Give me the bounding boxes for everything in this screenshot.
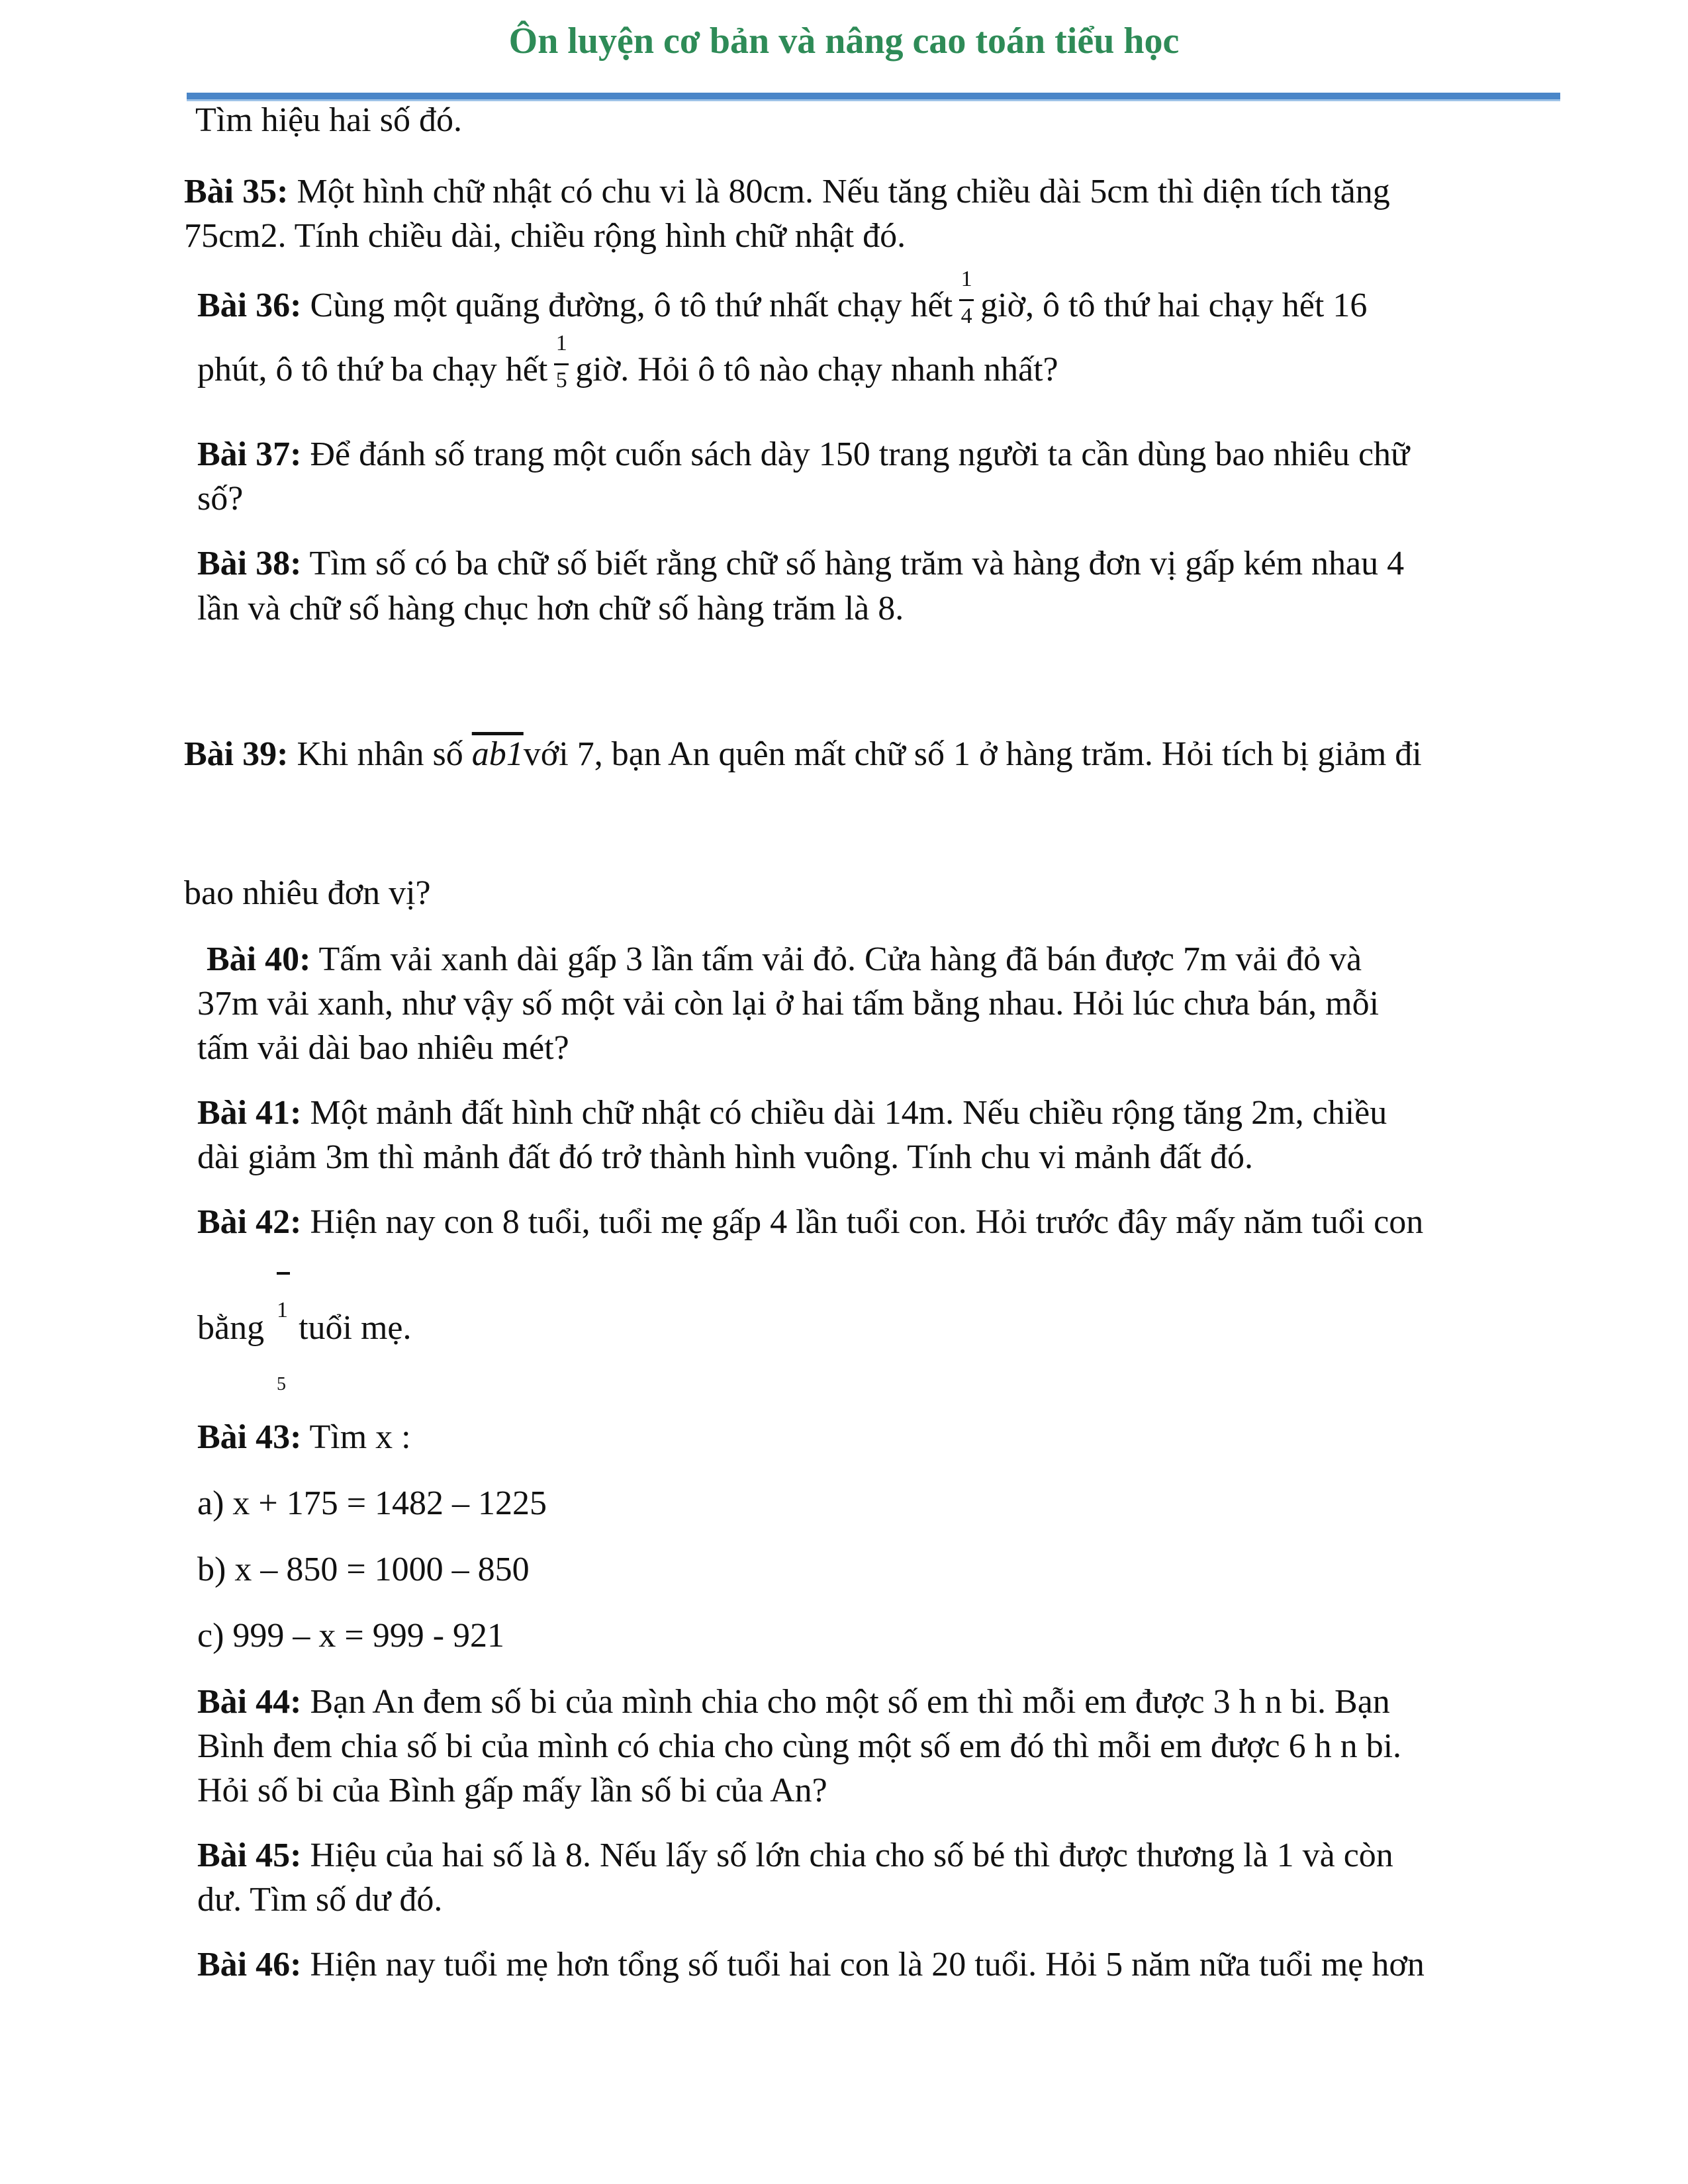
fraction-numerator: 1 (277, 1298, 288, 1322)
text-line (197, 1307, 412, 1349)
exercise-36 (197, 267, 1368, 328)
exercise-text: Khi nhân số (288, 735, 472, 773)
text-line: bao nhiêu đơn vị? (184, 874, 431, 912)
exercise-text: Hiện nay con 8 tuổi, tuổi mẹ gấp 4 lần tuổi con. Hỏi trước đây mấy năm tuổi con (301, 1203, 1424, 1241)
exercise-label: Bài 39: (184, 735, 289, 773)
exercise-text: bằng (197, 1309, 265, 1347)
text-line: dư. Tìm số dư đó. (197, 1881, 443, 1919)
exercise-label: Bài 43: (197, 1418, 302, 1456)
exercise-text: giờ, ô tô thứ hai chạy hết 16 (980, 287, 1368, 324)
exercise-text: Tìm số có ba chữ số biết rằng chữ số hàng trăm và hàng đơn vị gấp kém nhau 4 (301, 545, 1405, 582)
page-header-title: Ôn luyện cơ bản và nâng cao toán tiểu học (508, 21, 1180, 62)
equation-a: a) x + 175 = 1482 – 1225 (197, 1484, 547, 1522)
exercise-41 (197, 1092, 1387, 1134)
exercise-label: Bài 44: (197, 1683, 302, 1721)
exercise-text: Tấm vải xanh dài gấp 3 lần tấm vải đỏ. Cửa hàng đã bán được 7m vải đỏ và (310, 940, 1362, 978)
exercise-42 (197, 1201, 1423, 1244)
exercise-text: phút, ô tô thứ ba chạy hết (197, 351, 548, 388)
equation-b: b) x – 850 = 1000 – 850 (197, 1551, 530, 1588)
exercise-label: Bài 36: (197, 287, 302, 324)
fraction-bar (959, 299, 974, 301)
exercise-44 (197, 1681, 1390, 1723)
text-line: số? (197, 480, 244, 518)
exercise-text: Một mảnh đất hình chữ nhật có chiều dài 14m. Nếu chiều rộng tăng 2m, chiều (301, 1094, 1387, 1132)
fraction-denominator: 4 (961, 304, 972, 328)
fraction (551, 331, 571, 392)
fraction-denominator: 5 (277, 1374, 286, 1394)
exercise-label: Bài 46: (197, 1946, 302, 1983)
exercise-label: Bài 35: (184, 173, 289, 210)
text-line: lần và chữ số hàng chục hơn chữ số hàng trăm là 8. (197, 590, 904, 627)
text-line: Bình đem chia số bi của mình có chia cho cùng một số em đó thì mỗi em được 6 h n bi. (197, 1727, 1402, 1765)
exercise-text: Cùng một quãng đường, ô tô thứ nhất chạy hết (301, 287, 953, 324)
fraction-bar (554, 363, 569, 365)
exercise-46 (197, 1944, 1425, 1986)
exercise-40 (207, 938, 1362, 981)
exercise-39 (184, 733, 1422, 776)
fraction-bar (277, 1272, 290, 1275)
exercise-label: Bài 37: (197, 435, 302, 473)
exercise-text: Tìm x : (301, 1418, 411, 1456)
exercise-text: Hiện nay tuổi mẹ hơn tổng số tuổi hai con là 20 tuổi. Hỏi 5 năm nữa tuổi mẹ hơn (301, 1946, 1425, 1983)
text-line: 37m vải xanh, như vậy số một vải còn lại ở hai tấm bằng nhau. Hỏi lúc chưa bán, mỗi (197, 985, 1380, 1023)
exercise-text: Bạn An đem số bi của mình chia cho một số em thì mỗi em được 3 h n bi. Bạn (301, 1683, 1390, 1721)
exercise-label: Bài 38: (197, 545, 302, 582)
exercise-text: Hiệu của hai số là 8. Nếu lấy số lớn chia cho số bé thì được thương là 1 và còn (301, 1837, 1393, 1874)
exercise-38 (197, 543, 1404, 585)
exercise-text: với 7, bạn An quên mất chữ số 1 ở hàng trăm. Hỏi tích bị giảm đi (523, 735, 1422, 773)
fraction-numerator: 1 (555, 331, 567, 355)
exercise-37 (197, 433, 1409, 476)
exercise-label: Bài 45: (197, 1837, 302, 1874)
exercise-45 (197, 1835, 1393, 1877)
exercise-label: Bài 41: (197, 1094, 302, 1132)
text-line (197, 331, 1058, 392)
exercise-text: Để đánh số trang một cuốn sách dày 150 trang người ta cần dùng bao nhiêu chữ (301, 435, 1410, 473)
exercise-label: Bài 40: (207, 940, 311, 978)
exercise-text: Một hình chữ nhật có chu vi là 80cm. Nếu tăng chiều dài 5cm thì diện tích tăng (288, 173, 1390, 210)
exercise-35 (184, 171, 1390, 213)
fraction (957, 267, 976, 328)
exercise-text: giờ. Hỏi ô tô nào chạy nhanh nhất? (575, 351, 1058, 388)
exercise-43 (197, 1416, 411, 1459)
equation-c: c) 999 – x = 999 - 921 (197, 1617, 505, 1655)
text-line: dài giảm 3m thì mảnh đất đó trở thành hình vuông. Tính chu vi mảnh đất đó. (197, 1138, 1253, 1176)
exercise-text: tuổi mẹ. (299, 1309, 412, 1347)
text-line: tấm vải dài bao nhiêu mét? (197, 1029, 569, 1067)
exercise-label: Bài 42: (197, 1203, 302, 1241)
overlined-number: ab1 (471, 735, 524, 773)
text-line: Hỏi số bi của Bình gấp mấy lần số bi của An? (197, 1772, 827, 1809)
fraction-denominator: 5 (555, 368, 567, 392)
text-line: 75cm2. Tính chiều dài, chiều rộng hình chữ nhật đó. (184, 217, 906, 255)
text-line: Tìm hiệu hai số đó. (195, 101, 462, 139)
fraction-numerator: 1 (961, 267, 972, 291)
